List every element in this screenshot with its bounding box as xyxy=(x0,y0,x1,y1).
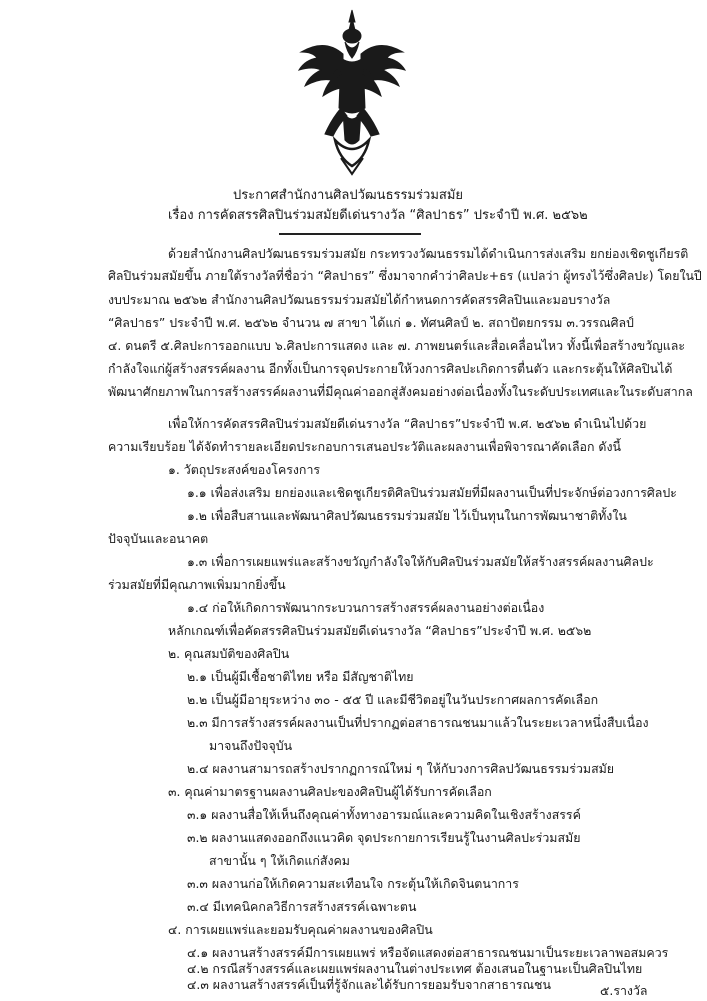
page-continuation: ๕.รางวัล xyxy=(600,983,648,998)
purpose-line: เพื่อให้การคัดสรรศิลปินร่วมสมัยดีเด่นรางวัล “ศิลปาธร”ประจำปี พ.ศ. ๒๕๖๒ ดำเนินไปด้วย xyxy=(168,416,647,431)
subject-line: เรื่อง การคัดสรรศิลปินร่วมสมัยดีเด่นรางวัล “ศิลปาธร” ประจำปี พ.ศ. ๒๕๖๒ xyxy=(168,208,588,223)
standard-item: ๓.๓ ผลงานก่อให้เกิดความสะเทือนใจ กระตุ้นให้เกิดจินตนาการ xyxy=(187,876,519,891)
qualification-item: ๒.๔ ผลงานสามารถสร้างปรากฏการณ์ใหม่ ๆ ให้กับวงการศิลปวัฒนธรรมร่วมสมัย xyxy=(187,761,615,776)
objective-item-cont: ร่วมสมัยที่มีคุณภาพเพิ่มมากยิ่งขึ้น xyxy=(108,577,286,592)
garuda-emblem xyxy=(295,8,409,176)
intro-line: ๔. ดนตรี ๕.ศิลปะการออกแบบ ๖.ศิลปะการแสดง และ ๗. ภาพยนตร์และสื่อเคลื่อนไหว ทั้งนี้เพื่อสร้างขวัญและ xyxy=(108,338,685,353)
qualification-item: ๒.๒ เป็นผู้มีอายุระหว่าง ๓๐ - ๕๕ ปี และมีชีวิตอยู่ในวันประกาศผลการคัดเลือก xyxy=(187,692,599,707)
standard-item: ๓.๑ ผลงานสื่อให้เห็นถึงคุณค่าทั้งทางอารมณ์และความคิดในเชิงสร้างสรรค์ xyxy=(187,807,581,822)
section-heading-dissemination: ๔. การเผยแพร่และยอมรับคุณค่าผลงานของศิลปิน xyxy=(168,922,433,937)
objective-item: ๑.๒ เพื่อสืบสานและพัฒนาศิลปวัฒนธรรมร่วมสมัย ไว้เป็นทุนในการพัฒนาชาติทั้งใน xyxy=(187,508,627,523)
announcement-title: ประกาศสำนักงานศิลปวัฒนธรรมร่วมสมัย xyxy=(233,188,464,203)
objective-item: ๑.๑ เพื่อส่งเสริม ยกย่องและเชิดชูเกียรติศิลปินร่วมสมัยที่มีผลงานเป็นที่ประจักษ์ต่อวงการศิลปะ xyxy=(187,485,677,500)
objective-item: ๑.๔ ก่อให้เกิดการพัฒนากระบวนการสร้างสรรค์ผลงานอย่างต่อเนื่อง xyxy=(187,600,545,615)
standard-item: ๓.๔ มีเทคนิคกลวิธีการสร้างสรรค์เฉพาะตน xyxy=(187,899,417,914)
standard-item: ๓.๒ ผลงานแสดงออกถึงแนวคิด จุดประกายการเรียนรู้ในงานศิลปะร่วมสมัย xyxy=(187,830,581,845)
qualification-item: ๒.๑ เป็นผู้มีเชื้อชาติไทย หรือ มีสัญชาติไทย xyxy=(187,669,414,684)
intro-line: ศิลปินร่วมสมัยขึ้น ภายใต้รางวัลที่ชื่อว่า “ศิลปาธร” ซึ่งมาจากคำว่าศิลปะ+ธร (แปลว่า ผู้ทรงไว้ซึ่งศิลปะ) โดยในปี xyxy=(108,269,702,283)
dissemination-item: ๔.๓ ผลงานสร้างสรรค์เป็นที่รู้จักและได้รับการยอมรับจากสาธารณชน xyxy=(187,977,551,992)
standard-item-cont: สาขานั้น ๆ ให้เกิดแก่สังคม xyxy=(209,853,350,868)
section-heading-objectives: ๑. วัตถุประสงค์ของโครงการ xyxy=(168,462,321,477)
dissemination-item: ๔.๒ กรณีสร้างสรรค์และเผยแพร่ผลงานในต่างประเทศ ต้องเสนอในฐานะเป็นศิลปินไทย xyxy=(187,961,643,976)
dissemination-item: ๔.๑ ผลงานสร้างสรรค์มีการเผยแพร่ หรือจัดแสดงต่อสาธารณชนมาเป็นระยะเวลาพอสมควร xyxy=(187,945,669,960)
qualification-item: ๒.๓ มีการสร้างสรรค์ผลงานเป็นที่ปรากฏต่อสาธารณชนมาแล้วในระยะเวลาหนึ่งสืบเนื่อง xyxy=(187,715,649,730)
intro-line: ด้วยสำนักงานศิลปวัฒนธรรมร่วมสมัย กระทรวงวัฒนธรรมได้ดำเนินการส่งเสริม ยกย่องเชิดชูเกียรติ xyxy=(168,246,689,261)
section-heading-qualifications: ๒. คุณสมบัติของศิลปิน xyxy=(168,646,290,661)
purpose-line: ความเรียบร้อย ได้จัดทำรายละเอียดประกอบการเสนอประวัติและผลงานเพื่อพิจารณาคัดเลือก ดังนี้ xyxy=(108,439,622,454)
title-divider xyxy=(279,233,421,235)
objective-item-cont: ปัจจุบันและอนาคต xyxy=(108,531,209,546)
intro-line: กำลังใจแก่ผู้สร้างสรรค์ผลงาน อีกทั้งเป็นการจุดประกายให้วงการศิลปะเกิดการตื่นตัว และกระตุ้นให้ศิลปินได้ xyxy=(108,361,673,376)
intro-line: “ศิลปาธร” ประจำปี พ.ศ. ๒๕๖๒ จำนวน ๗ สาขา ได้แก่ ๑. ทัศนศิลป์ ๒. สถาปัตยกรรม ๓.วรรณศิลป์ xyxy=(108,315,634,330)
section-heading-standards: ๓. คุณค่ามาตรฐานผลงานศิลปะของศิลปินผู้ได้รับการคัดเลือก xyxy=(168,784,492,799)
intro-line: พัฒนาศักยภาพในการสร้างสรรค์ผลงานที่มีคุณค่าออกสู่สังคมอย่างต่อเนื่องทั้งในระดับประเทศและในระดับสากล xyxy=(108,384,693,399)
objective-item: ๑.๓ เพื่อการเผยแพร่และสร้างขวัญกำลังใจให้กับศิลปินร่วมสมัยให้สร้างสรรค์ผลงานศิลปะ xyxy=(187,554,654,569)
intro-line: งบประมาณ ๒๕๖๒ สำนักงานศิลปวัฒนธรรมร่วมสมัยได้กำหนดการคัดสรรศิลปินและมอบรางวัล xyxy=(108,292,611,307)
qualification-item-cont: มาจนถึงปัจจุบัน xyxy=(209,738,293,753)
criteria-heading: หลักเกณฑ์เพื่อคัดสรรศิลปินร่วมสมัยดีเด่นรางวัล “ศิลปาธร”ประจำปี พ.ศ. ๒๕๖๒ xyxy=(168,623,592,638)
